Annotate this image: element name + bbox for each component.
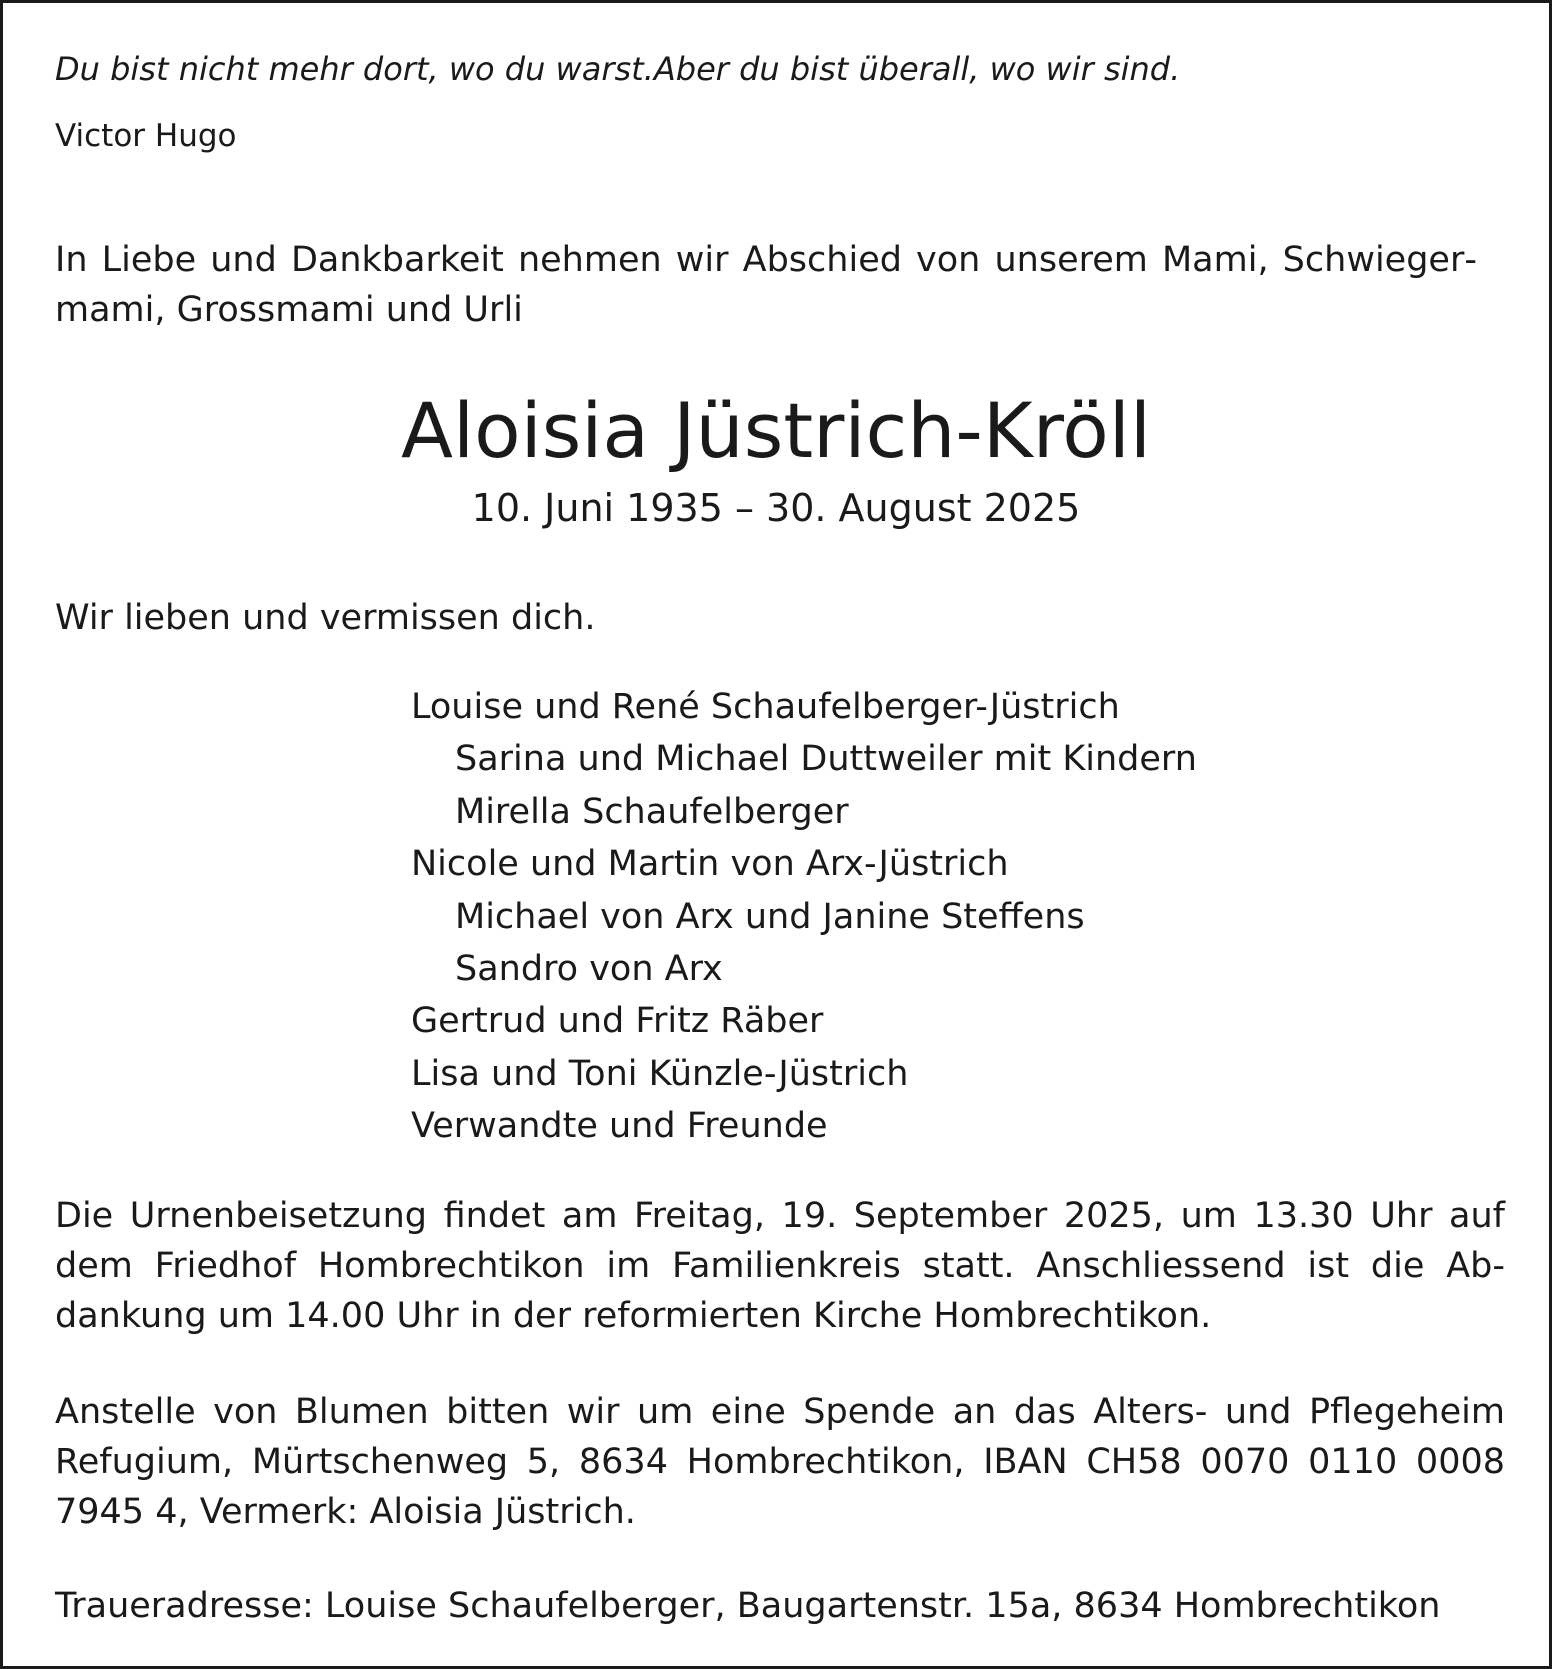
mourner-entry: Mirella Schaufelberger <box>455 791 849 832</box>
quote-author: Victor Hugo <box>55 118 237 154</box>
deceased-name: Aloisia Jüstrich-Kröll <box>400 386 1152 475</box>
mourner-entry: Sandro von Arx <box>455 949 723 990</box>
epigraph-quote: Du bist nicht mehr dort, wo du warst.Aber du bist überall, wo wir sind. <box>55 50 1181 88</box>
farewell-line: Wir lieben und vermissen dich. <box>55 598 596 638</box>
mourner-entry: Sarina und Michael Duttweiler mit Kindern <box>455 739 1197 780</box>
mourning-address: Traueradresse: Louise Schaufelberger, Baugartenstr. 15a, 8634 Hombrechtikon <box>55 1586 1441 1626</box>
mourner-entry: Nicole und Martin von Arx-Jüstrich <box>411 844 1009 885</box>
mourner-entry: Lisa und Toni Künzle-Jüstrich <box>411 1053 909 1094</box>
mourner-entry: Gertrud und Fritz Räber <box>411 1001 824 1042</box>
burial-notice: Die Urnenbeisetzung findet am Freitag, 19. September 2025, um 13.30 Uhr auf dem Friedhof Hombrechtikon im Familienkreis statt. Anschliessend ist die Abdankung um 14.00 Uhr in der reformierten Kirche Hombrechtikon. <box>55 1196 1505 1336</box>
intro-text: In Liebe und Dankbarkeit nehmen wir Abschied von unserem Mami, Schwiegermami, Grossmami und Urli <box>55 240 1477 330</box>
mourner-entry: Verwandte und Freunde <box>411 1106 828 1147</box>
mourner-entry: Louise und René Schaufelberger-Jüstrich <box>411 687 1120 727</box>
mourner-entry: Michael von Arx und Janine Steffens <box>455 896 1085 937</box>
donation-notice: Anstelle von Blumen bitten wir um eine Spende an das Alters- und Pflegeheim Refugium, Mürtschenweg 5, 8634 Hombrechtikon, IBAN CH58 0070 0110 0008 7945 4, Vermerk: Aloisia Jüstrich. <box>55 1392 1505 1532</box>
life-dates: 10. Juni 1935 – 30. August 2025 <box>471 486 1081 530</box>
mourners-list <box>411 681 1197 1153</box>
